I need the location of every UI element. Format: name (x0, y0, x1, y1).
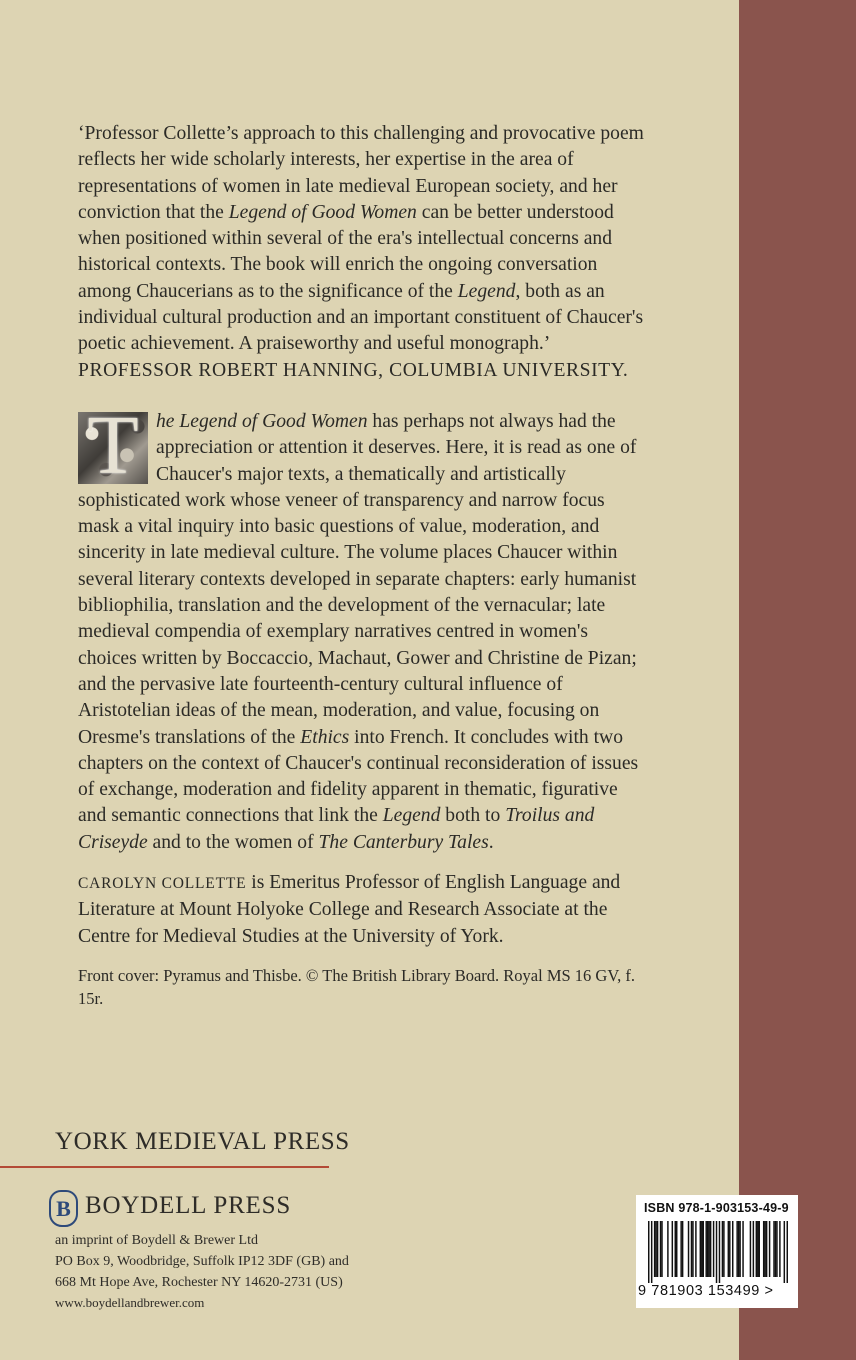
barcode-bar (703, 1221, 704, 1277)
address-line-us: 668 Mt Hope Ave, Rochester NY 14620-2731 (US) (55, 1275, 343, 1290)
series-name: YORK MEDIEVAL PRESS (55, 1128, 350, 1155)
troilus-italic: Troilus and Criseyde (78, 805, 595, 853)
book-description (78, 409, 648, 856)
barcode-bar (701, 1221, 702, 1277)
barcode-bar (707, 1221, 708, 1277)
barcode-bar (680, 1221, 681, 1277)
barcode-bar (660, 1221, 661, 1277)
quote-title2-italic: Legend (457, 280, 516, 302)
address-line-uk: PO Box 9, Woodbridge, Suffolk IP12 3DF (GB) and (55, 1254, 349, 1269)
description-text-2: into French. It concludes with two chapters on the context of Chaucer's continual reconsideration of issues of exchange, moderation and fidelity apparent in thematic, figurative and semantic connections that link the (78, 726, 639, 827)
drop-cap-image (78, 412, 148, 484)
barcode-bar (655, 1221, 656, 1277)
barcode-bar (695, 1221, 696, 1277)
barcode-bar (676, 1221, 677, 1277)
barcode-bar (738, 1221, 739, 1277)
barcode-bar (692, 1221, 693, 1277)
barcode-bar (757, 1221, 758, 1277)
barcode-bar (700, 1221, 701, 1277)
cover-credit: Front cover: Pyramus and Thisbe. © The British Library Board. Royal MS 16 GV, f. 15r. (78, 965, 635, 1009)
author-bio (78, 870, 648, 950)
barcode-bar (766, 1221, 767, 1277)
barcode-bar (750, 1221, 751, 1277)
barcode-bar (787, 1221, 788, 1283)
barcode-bar (722, 1221, 723, 1277)
author-name: CAROLYN COLLETTE (78, 875, 247, 893)
barcode-bar (764, 1221, 765, 1277)
barcode-bar (667, 1221, 668, 1277)
quote-text-2: can be better understood when positioned within several of the era's intellectual concerns and historical contexts. The book will enrich the ongoing conversation among Chaucerians as to the significance of the (78, 201, 614, 302)
barcode-digits: 9 781903 153499 > (638, 1283, 774, 1299)
review-quote (78, 121, 648, 358)
barcode-bar (705, 1221, 706, 1277)
drop-cap-letter: T (87, 411, 139, 484)
barcode-bar (775, 1221, 776, 1277)
barcode-bar (742, 1221, 743, 1277)
barcode-bar (723, 1221, 724, 1277)
description-title-italic: he Legend of Good Women (156, 410, 368, 432)
barcode-bar (713, 1221, 714, 1277)
isbn-label: ISBN 978-1-903153-49-9 (644, 1201, 789, 1215)
barcode-bar (763, 1221, 764, 1277)
ethics-italic: Ethics (300, 726, 350, 748)
barcode-bar (657, 1221, 658, 1277)
barcode-block (636, 1195, 798, 1308)
barcode-bar (776, 1221, 777, 1277)
barcode-bars (648, 1221, 788, 1283)
series-rule-divider (0, 1166, 329, 1168)
barcode-bar (672, 1221, 673, 1277)
description-text-5: . (488, 831, 494, 853)
barcode-bar (773, 1221, 774, 1277)
back-cover-text (78, 121, 648, 1011)
quote-text-1: ‘Professor Collette’s approach to this challenging and provocative poem reflects her wide scholarly interests, her expertise in the area of representations of women in late medieval European society, and her conviction that the (78, 123, 644, 223)
barcode-bar (736, 1221, 737, 1277)
barcode-bar (716, 1221, 717, 1283)
barcode-bar (651, 1221, 652, 1283)
barcode-bar (691, 1221, 692, 1277)
boydell-logo-icon: B (49, 1190, 78, 1227)
barcode-bar (769, 1221, 770, 1277)
imprint-line: an imprint of Boydell & Brewer Ltd (55, 1233, 258, 1248)
barcode-bar (688, 1221, 689, 1277)
barcode-bar (784, 1221, 785, 1283)
barcode-bar (732, 1221, 733, 1277)
barcode-bar (756, 1221, 757, 1277)
barcode-bar (779, 1221, 780, 1277)
barcode-bar (675, 1221, 676, 1277)
publisher-address (55, 1230, 349, 1293)
publisher-name: BOYDELL PRESS (85, 1192, 292, 1219)
spine-panel (739, 0, 856, 1360)
legend-italic: Legend (382, 805, 441, 827)
description-text-3: both to (440, 805, 506, 827)
quote-title-italic: Legend of Good Women (228, 201, 417, 223)
publisher-url[interactable]: www.boydellandbrewer.com (55, 1295, 205, 1310)
barcode-bar (739, 1221, 740, 1277)
quote-text-3: , both as an individual cultural production and an important constituent of Chaucer's poetic achievement. A praiseworthy and useful monograph.’ (78, 280, 644, 355)
barcode-bar (654, 1221, 655, 1277)
barcode-bar (759, 1221, 760, 1277)
barcode-bar (753, 1221, 754, 1277)
barcode-bar (728, 1221, 729, 1277)
barcode-bar (648, 1221, 649, 1283)
description-text-1: has perhaps not always had the appreciation or attention it deserves. Here, it is read as one of Chaucer's major texts, a thematically and artistically sophisticated work whose veneer of transparency and narrow focus mask a vital inquiry into basic questions of value, moderation, and sincerity in late medieval culture. The volume places Chaucer within several literary contexts developed in separate chapters: early humanist bibliophilia, translation and the development of the vernacular; late medieval compendia of exemplary narratives centred in women's choices written by Boccaccio, Machaut, Gower and Christine de Pizan; and the pervasive late fourteenth-century cultural influence of Aristotelian ideas of the mean, moderation, and value, focusing on Oresme's translations of the (78, 410, 637, 748)
description-text-4: and to the women of (147, 831, 319, 853)
barcode-bar (710, 1221, 711, 1277)
barcode-bar (661, 1221, 662, 1277)
barcode-bar (729, 1221, 730, 1277)
barcode-bar (708, 1221, 709, 1277)
barcode-bar (682, 1221, 683, 1277)
review-attribution: PROFESSOR ROBERT HANNING, COLUMBIA UNIVERSITY. (78, 359, 629, 381)
author-bio-text: is Emeritus Professor of English Language and Literature at Mount Holyoke College and Research Associate at the Centre for Medieval Studies at the University of York. (78, 872, 621, 947)
canterbury-italic: The Canterbury Tales (318, 831, 489, 853)
barcode-bar (719, 1221, 720, 1283)
